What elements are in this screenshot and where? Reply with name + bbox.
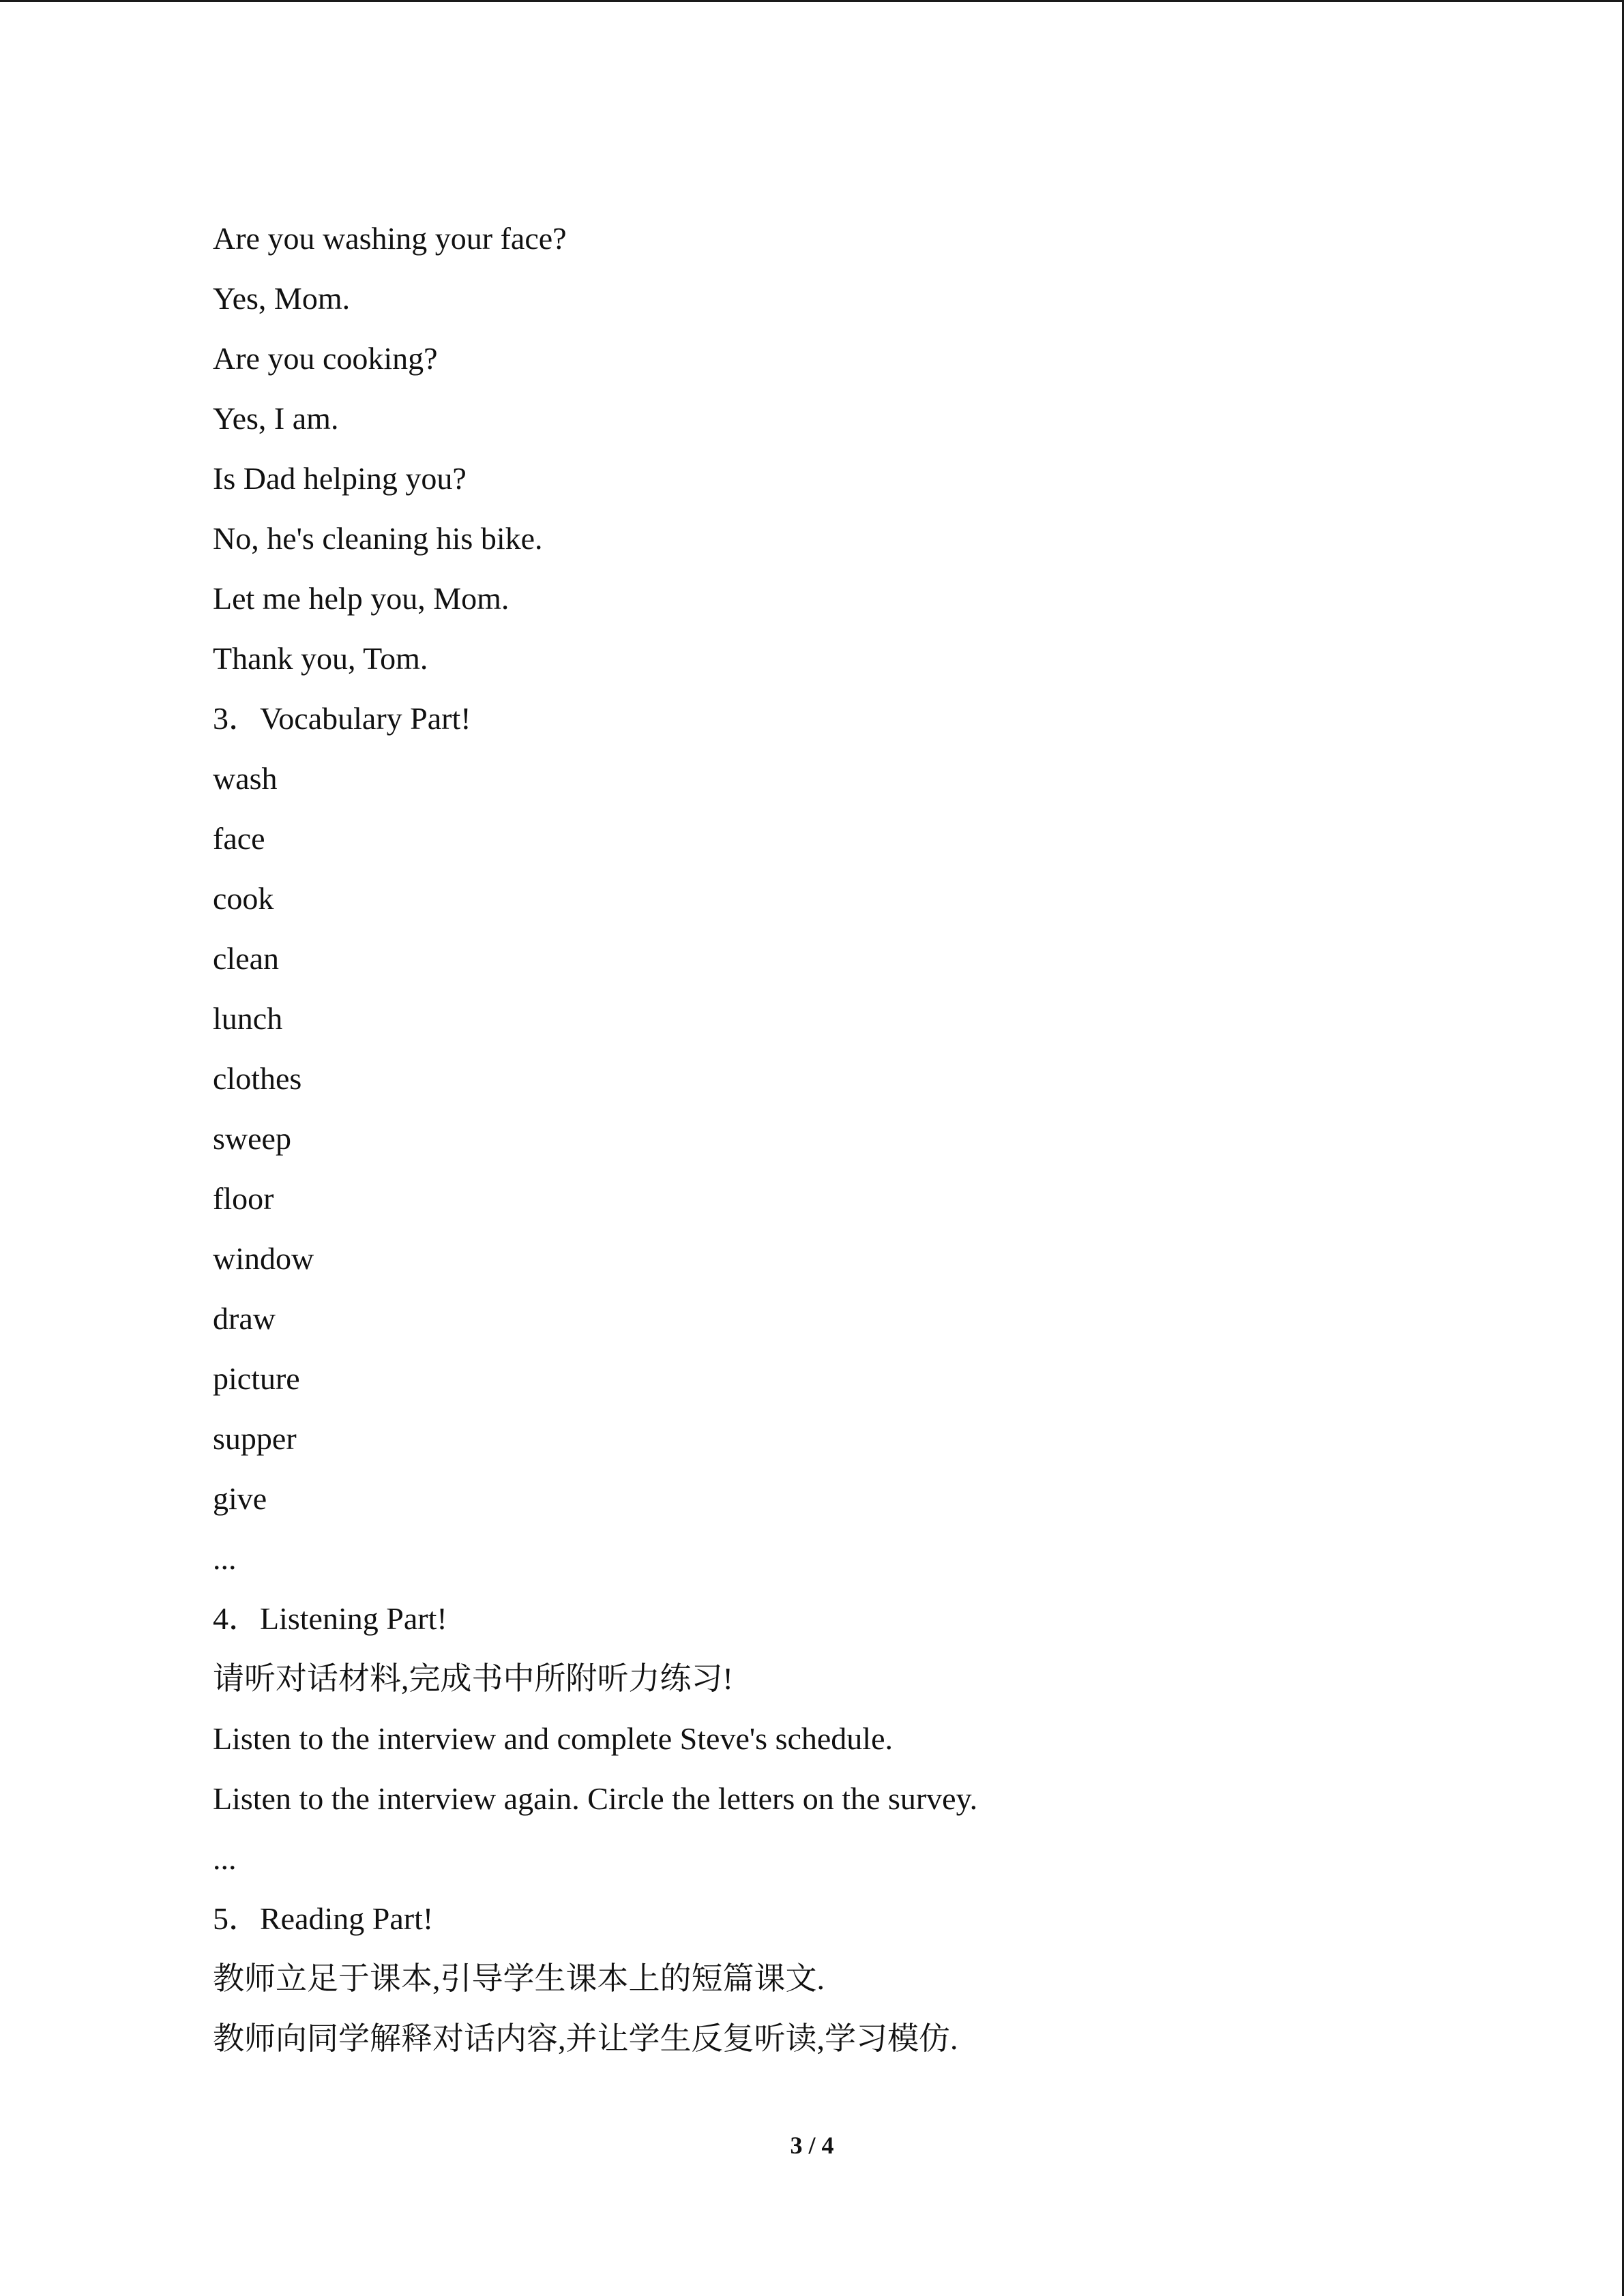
dialogue-line: Yes, Mom.	[213, 281, 351, 316]
dialogue-line: Thank you, Tom.	[213, 641, 428, 676]
dialogue-line: Let me help you, Mom.	[213, 581, 510, 616]
vocabulary-word: draw	[213, 1301, 276, 1336]
section-heading-vocabulary: 3．Vocabulary Part!	[213, 701, 471, 736]
vocabulary-word: window	[213, 1241, 314, 1276]
instruction-line: Listen to the interview and complete Steve's schedule.	[213, 1721, 893, 1756]
ellipsis: ...	[213, 1841, 237, 1876]
vocabulary-word: give	[213, 1481, 267, 1516]
dialogue-line: No, he's cleaning his bike.	[213, 521, 543, 556]
dialogue-line: Are you cooking?	[213, 341, 438, 376]
vocabulary-word: clothes	[213, 1061, 302, 1096]
section-heading-listening: 4．Listening Part!	[213, 1601, 447, 1636]
instruction-line: 请听对话材料,完成书中所附听力练习!	[213, 1661, 733, 1696]
instruction-line: Listen to the interview again. Circle the letters on the survey.	[213, 1781, 978, 1816]
vocabulary-word: wash	[213, 761, 278, 796]
page-number: 3 / 4	[790, 2132, 834, 2159]
instruction-line: 教师向同学解释对话内容,并让学生反复听读,学习模仿.	[213, 2021, 958, 2056]
vocabulary-word: lunch	[213, 1001, 283, 1036]
vocabulary-word: clean	[213, 941, 280, 976]
document-body	[213, 213, 1509, 2073]
dialogue-line: Are you washing your face?	[213, 221, 567, 256]
vocabulary-word: face	[213, 821, 265, 856]
vocabulary-word: sweep	[213, 1121, 291, 1156]
dialogue-line: Yes, I am.	[213, 401, 339, 436]
dialogue-line: Is Dad helping you?	[213, 461, 467, 496]
vocabulary-word: picture	[213, 1361, 300, 1396]
vocabulary-word: floor	[213, 1181, 274, 1216]
instruction-line: 教师立足于课本,引导学生课本上的短篇课文.	[213, 1961, 825, 1996]
vocabulary-word: cook	[213, 881, 274, 916]
vocabulary-word: supper	[213, 1421, 297, 1456]
ellipsis: ...	[213, 1541, 237, 1576]
section-heading-reading: 5．Reading Part!	[213, 1901, 434, 1936]
